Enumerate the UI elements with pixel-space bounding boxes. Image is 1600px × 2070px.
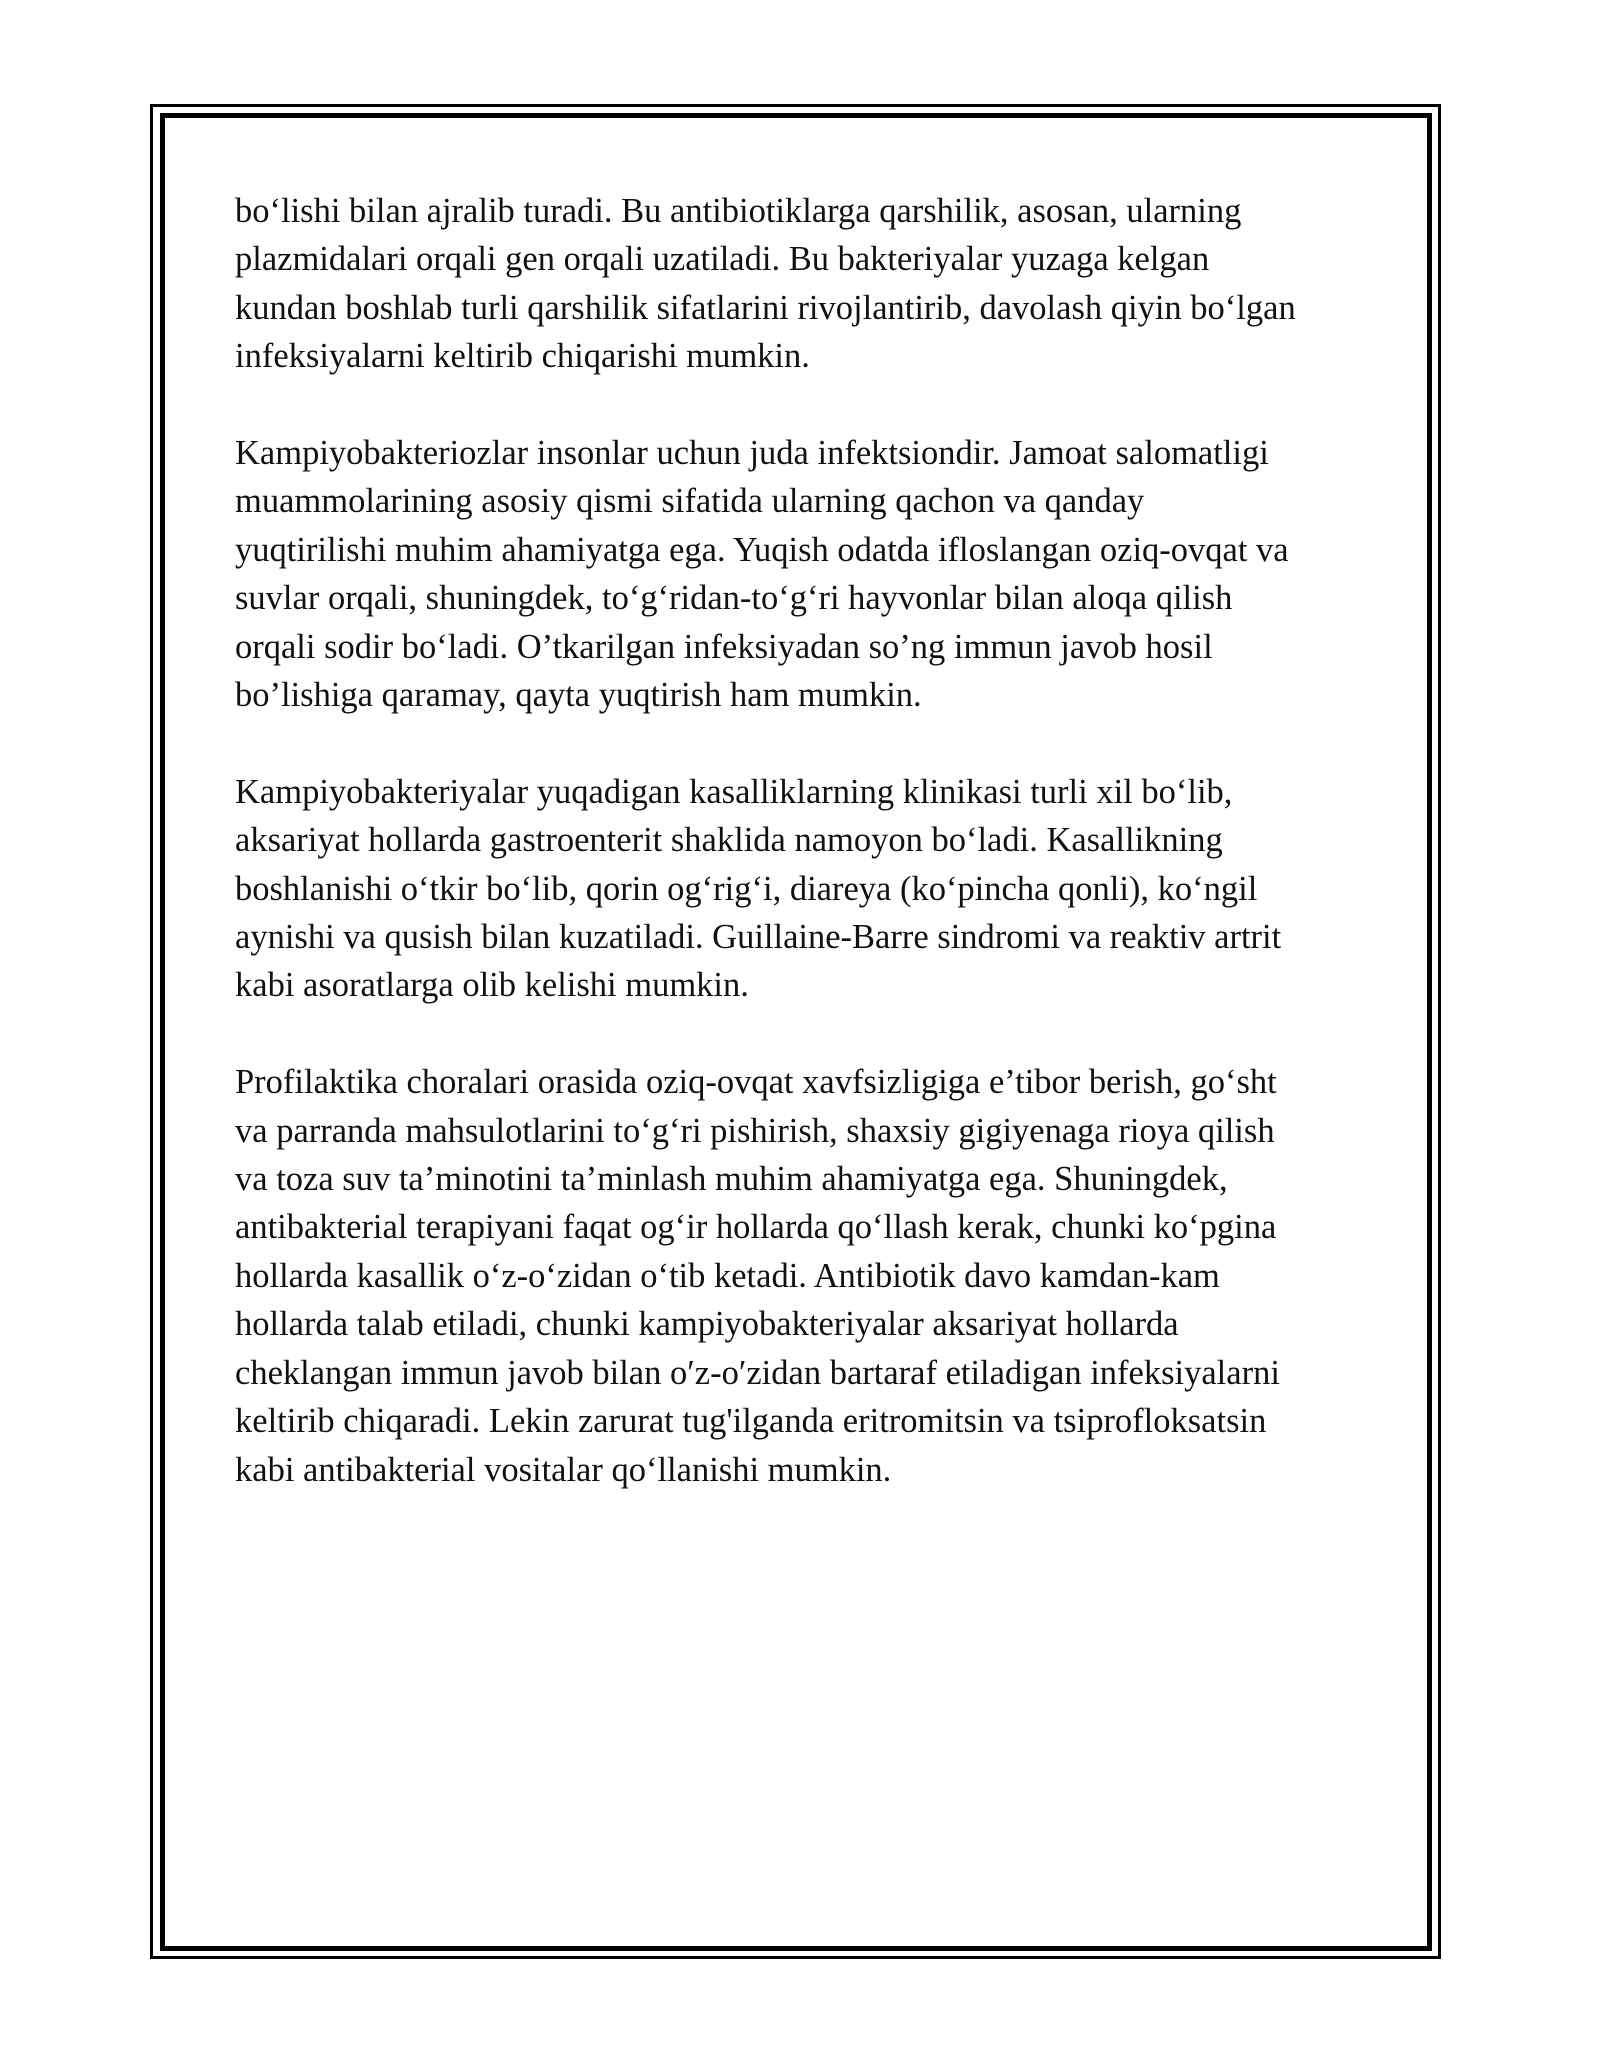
text-line: infeksiyalarni keltirib chiqarishi mumkin.	[235, 337, 810, 376]
text-line: kabi antibakterial vositalar qo‘llanishi mumkin.	[235, 1450, 892, 1489]
text-line: plazmidalari orqali gen orqali uzatiladi. Bu bakteriyalar yuzaga kelgan	[235, 240, 1210, 279]
text-line: suvlar orqali, shuningdek, to‘g‘ridan-to‘g‘ri hayvonlar bilan aloqa qilish	[235, 579, 1233, 618]
text-line: va toza suv ta’minotini ta’minlash muhim ahamiyatga ega. Shuningdek,	[235, 1160, 1228, 1199]
text-line: aynishi va qusish bilan kuzatiladi. Guillaine-Barre sindromi va reaktiv artrit	[235, 918, 1282, 957]
document-body	[235, 187, 1370, 1542]
text-line: bo’lishiga qaramay, qayta yuqtirish ham mumkin.	[235, 676, 922, 715]
text-line: va parranda mahsulotlarini to‘g‘ri pishirish, shaxsiy gigiyenaga rioya qilish	[235, 1111, 1275, 1150]
text-line: cheklangan immun javob bilan o′z-o′zidan bartaraf etiladigan infeksiyalarni	[235, 1353, 1280, 1392]
text-line: kundan boshlab turli qarshilik sifatlarini rivojlantirib, davolash qiyin bo‘lgan	[235, 288, 1296, 327]
text-line: hollarda kasallik o‘z-o‘zidan o‘tib ketadi. Antibiotik davo kamdan-kam	[235, 1256, 1220, 1295]
text-line: kabi asoratlarga olib kelishi mumkin.	[235, 966, 749, 1005]
text-line: aksariyat hollarda gastroenterit shaklida namoyon bo‘ladi. Kasallikning	[235, 821, 1223, 860]
text-line: Kampiyobakteriozlar insonlar uchun juda infektsiondir. Jamoat salomatligi	[235, 434, 1269, 473]
text-line: boshlanishi o‘tkir bo‘lib, qorin og‘rig‘i, diareya (ko‘pincha qonli), ko‘ngil	[235, 869, 1258, 908]
text-line: orqali sodir bo‘ladi. O’tkarilgan infeksiyadan so’ng immun javob hosil	[235, 627, 1213, 666]
paragraph-1	[235, 187, 1370, 381]
paragraph-3	[235, 768, 1370, 1010]
text-line: hollarda talab etiladi, chunki kampiyobakteriyalar aksariyat hollarda	[235, 1305, 1179, 1344]
paragraph-2	[235, 429, 1370, 719]
text-line: yuqtirilishi muhim ahamiyatga ega. Yuqish odatda ifloslangan oziq-ovqat va	[235, 530, 1289, 569]
text-line: antibakterial terapiyani faqat og‘ir hollarda qo‘llash kerak, chunki ko‘pgina	[235, 1208, 1277, 1247]
text-line: bo‘lishi bilan ajralib turadi. Bu antibiotiklarga qarshilik, asosan, ularning	[235, 192, 1242, 230]
text-line: Kampiyobakteriyalar yuqadigan kasalliklarning klinikasi turli xil bo‘lib,	[235, 772, 1233, 811]
text-line: muammolarining asosiy qismi sifatida ularning qachon va qanday	[235, 482, 1145, 521]
text-line: keltirib chiqaradi. Lekin zarurat tug'ilganda eritromitsin va tsiprofloksatsin	[235, 1402, 1267, 1441]
text-line: Profilaktika choralari orasida oziq-ovqat xavfsizligiga e’tibor berish, go‘sht	[235, 1063, 1277, 1102]
paragraph-4	[235, 1058, 1370, 1494]
